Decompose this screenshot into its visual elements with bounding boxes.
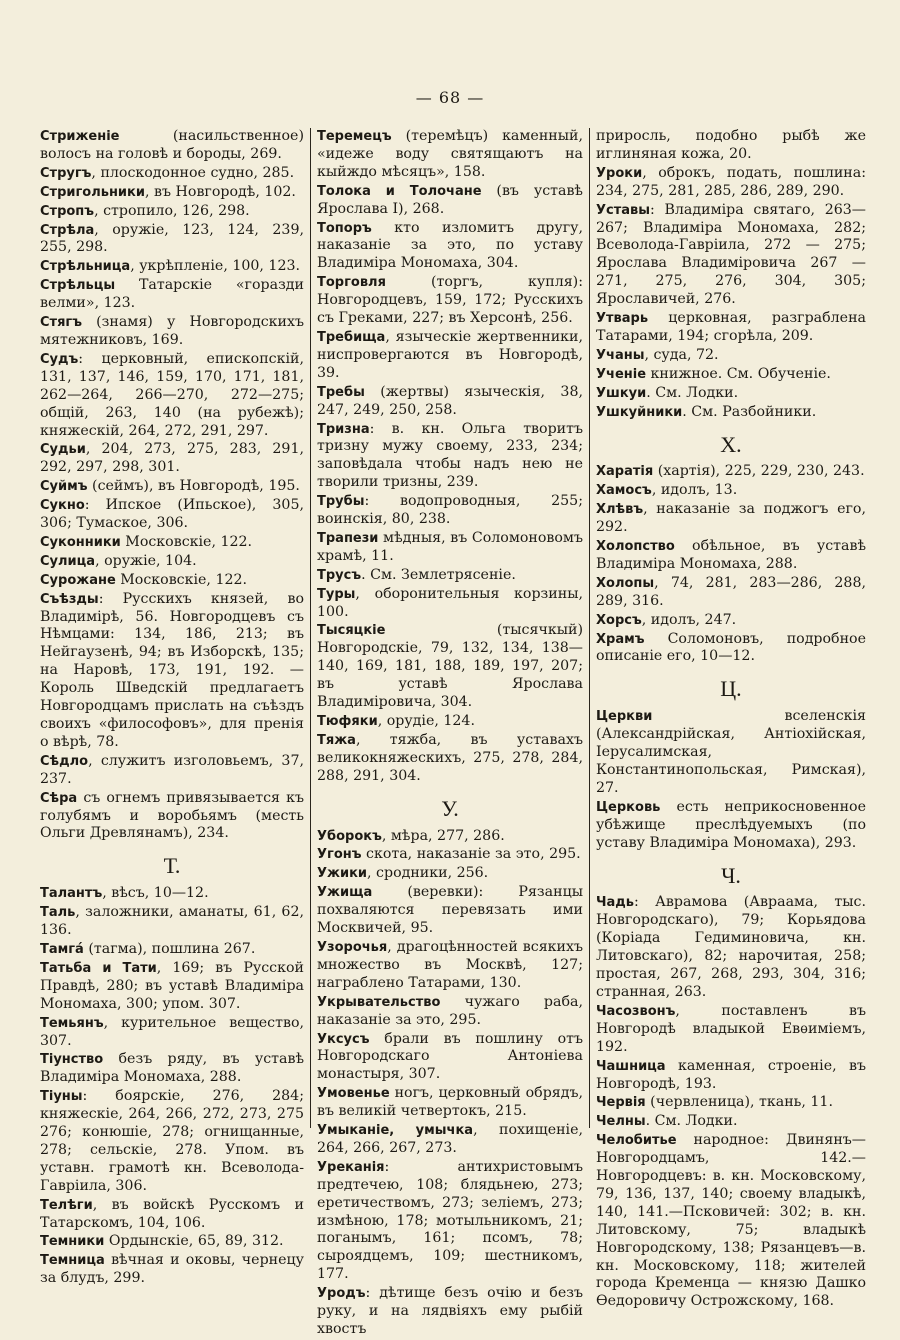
entry-headword: Уставы <box>596 202 651 218</box>
index-entry <box>40 277 304 313</box>
entry-headword: Судъ <box>40 351 79 367</box>
index-entry <box>317 1122 583 1158</box>
entry-text: (теремѣцъ) каменный, «идеже воду святящаютъ на кыйждо мѣсяцъ», 158. <box>317 128 583 180</box>
entry-headword: Трусъ <box>317 567 362 583</box>
index-entry <box>596 165 866 201</box>
entry-text: : в. кн. Ольга творитъ тризну мужу своему, 233, 234; заповѣдала чтобы надъ нею не творили тризны, 239. <box>317 420 583 491</box>
index-entry <box>317 846 583 864</box>
entry-headword: Стрѣльница <box>40 259 131 275</box>
entry-text: , языческіе жертвенники, ниспровергаются въ Новгородѣ, 39. <box>317 328 583 381</box>
column-3 <box>596 128 866 1340</box>
entry-headword: Угонъ <box>317 847 362 863</box>
entry-headword: Уборокъ <box>317 828 382 844</box>
entry-headword: Хлѣвъ <box>596 502 644 518</box>
entry-headword: Темники <box>40 1234 105 1250</box>
entry-headword: Сѣра <box>40 790 78 806</box>
entry-text: приросль, подобно рыбѣ же иглиняная кожа, 20. <box>596 128 866 162</box>
entry-text: народное: Двинянъ—Новгородцамъ, 142.—Новгородцевъ: в. кн. Московскому, 79, 136, 137, 140; своему владыкѣ, 140, 141.—Псковичей: 302; в. кн. Литовскому, 75; владыкѣ Новгородскому, 138; Рязанцевъ—в. кн. Московскому, 118; жителей города Кременца — князю Дашко Ѳедоровичу Острожскому, 168. <box>596 1132 866 1310</box>
entry-headword: Татьба и Тати <box>40 960 157 976</box>
index-entry <box>596 708 866 798</box>
entry-headword: Хамосъ <box>596 483 652 499</box>
entry-headword: Стрѣла <box>40 222 95 238</box>
entry-text: , оружіе, 104. <box>95 552 197 569</box>
entry-text: , вѣсъ, 10—12. <box>102 885 209 902</box>
index-entry <box>317 384 583 420</box>
index-entry <box>596 463 866 481</box>
entry-headword: Умыканіе, умычка <box>317 1123 474 1139</box>
column-2 <box>317 128 583 1340</box>
entry-headword: Темьянъ <box>40 1015 104 1031</box>
entry-headword: Червія <box>596 1095 646 1111</box>
entry-text: Татарскіе «горазди велми», 123. <box>40 277 304 312</box>
entry-headword: Ушкуйники <box>596 404 683 420</box>
column-divider <box>589 128 590 1128</box>
index-entry <box>40 203 304 221</box>
index-entry <box>596 128 866 164</box>
index-entry <box>596 799 866 853</box>
entry-headword: Сурожане <box>40 572 116 588</box>
entry-text: каменная, строеніе, въ Новгородѣ, 193. <box>596 1057 866 1092</box>
section-letter: Т. <box>163 853 181 879</box>
index-entry <box>40 591 304 752</box>
index-entry <box>40 351 304 441</box>
entry-text: книжное. См. Обученіе. <box>646 365 831 382</box>
entry-headword: Харатія <box>596 464 654 480</box>
entry-headword: Церковь <box>596 799 661 815</box>
index-entry <box>40 941 304 959</box>
index-entry <box>40 128 304 164</box>
entry-text: , оборонительныя корзины, 100. <box>317 585 583 620</box>
entry-headword: Сулица <box>40 553 96 569</box>
entry-headword: Теремецъ <box>317 129 392 144</box>
index-entry <box>40 1233 304 1251</box>
entry-headword: Толока и Толочане <box>317 183 482 199</box>
index-entry <box>596 1113 866 1131</box>
index-entry <box>596 1058 866 1094</box>
entry-headword: Туры <box>317 586 356 602</box>
index-entry <box>40 497 304 533</box>
entry-text: Московскіе, 122. <box>115 571 248 588</box>
entry-headword: Судьи <box>40 442 86 458</box>
entry-text: : боярскіе, 276, 284; княжескіе, 264, 266, 272, 273, 275 276; конюшіе, 278; огнищанные, 278; сельскіе, 278. Упом. въ уставн. грамотѣ кн. Всеволода-Гавріила, 306. <box>40 1088 304 1194</box>
section-letter: Ц. <box>720 676 742 702</box>
entry-text: (тысячкый) Новгородскіе, 79, 132, 134, 138—140, 169, 181, 188, 189, 197, 207; въ уставѣ Ярослава Владиміровича, 304. <box>317 622 583 711</box>
index-entry <box>40 904 304 940</box>
entry-headword: Ужища <box>317 885 373 901</box>
entry-headword: Уроки <box>596 165 643 181</box>
index-entry <box>596 202 866 309</box>
entry-headword: Требы <box>317 384 365 400</box>
entry-text: , 169; въ Русской Правдѣ, 280; въ уставѣ Владиміра Мономаха, 300; упом. 307. <box>40 959 304 1012</box>
index-entry <box>40 1015 304 1051</box>
entry-text: , суда, 72. <box>644 346 719 363</box>
entry-headword: Стриженіе <box>40 129 120 144</box>
index-entry <box>317 220 583 274</box>
entry-headword: Тризна <box>317 421 370 437</box>
entry-text: (насильственное) волосъ на головѣ и бороды, 269. <box>40 128 304 162</box>
entry-headword: Тюфяки <box>317 714 378 729</box>
entry-headword: Узорочья <box>317 939 388 955</box>
index-entry <box>40 314 304 350</box>
entry-text: (червленица), ткань, 11. <box>645 1094 833 1111</box>
index-entry <box>40 1051 304 1087</box>
index-entry <box>317 622 583 712</box>
entry-headword: Холопы <box>596 575 655 591</box>
entry-text: , орудіе, 124. <box>377 713 475 729</box>
entry-text: (жертвы) языческія, 38, 247, 249, 250, 258. <box>317 383 583 418</box>
index-entry <box>317 884 583 938</box>
entry-headword: Темница <box>40 1253 105 1269</box>
column-divider <box>310 128 311 1128</box>
index-entry <box>40 258 304 276</box>
entry-headword: Умовенье <box>317 1086 390 1102</box>
entry-text: безъ ряду, въ уставѣ Владиміра Мономаха, 288. <box>40 1051 304 1086</box>
entry-headword: Уксусъ <box>317 1031 370 1047</box>
index-entry <box>596 538 866 574</box>
index-entry <box>317 994 583 1030</box>
entry-text: , оружіе, 123, 124, 239, 255, 298. <box>40 221 304 256</box>
entry-headword: Суконники <box>40 534 121 550</box>
entry-text: Соломоновъ, подробное описаніе его, 10—12. <box>596 630 866 665</box>
entry-text: , стропило, 126, 298. <box>94 202 250 219</box>
index-entry <box>40 165 304 183</box>
entry-headword: Челны <box>596 1114 646 1130</box>
entry-text: , похищеніе, 264, 266, 267, 273. <box>317 1122 583 1156</box>
entry-text: вселенскія (Александрійская, Антіохійская, Іерусалимская, Константинопольская, Римская), 27. <box>596 708 866 796</box>
index-entry <box>317 329 583 383</box>
index-entry <box>40 534 304 552</box>
column-1 <box>40 128 304 1340</box>
index-entry <box>317 1085 583 1121</box>
entry-headword: Требища <box>317 329 386 345</box>
index-entry <box>317 530 583 566</box>
entry-text: , въ Новгородѣ, 102. <box>144 183 296 200</box>
index-entry <box>40 1197 304 1233</box>
entry-text: : Владиміра святаго, 263—267; Владиміра Мономаха, 282; Всеволода-Гавріила, 272 — 275; Ярослава Владиміровича 267 — 271, 275, 276, 304, 305; Ярославичей, 276. <box>596 201 866 308</box>
index-entry <box>596 482 866 500</box>
entry-headword: Стругъ <box>40 165 92 181</box>
entry-headword: Съѣзды <box>40 591 99 607</box>
entry-text: : Русскихъ князей, во Владимірѣ, 56. Новгородцевъ съ Нѣмцами: 134, 186, 213; въ Нейгаузенѣ, 94; въ Изборскѣ, 135; на Наровѣ, 173, 191, 192. — Король Шведскій предлагаетъ Новгородцамъ прислать на съѣздъ своихъ «философовъ», для пренія о вѣрѣ, 78. <box>40 590 304 750</box>
entry-text: . См. Землетрясеніе. <box>361 566 516 583</box>
index-entry <box>596 310 866 346</box>
entry-text: , 204, 273, 275, 283, 291, 292, 297, 298, 301. <box>40 441 304 476</box>
entry-text: чужаго раба, наказаніе за это, 295. <box>317 993 583 1028</box>
section-letter: Х. <box>720 431 742 457</box>
entry-text: (хартія), 225, 229, 230, 243. <box>653 463 865 480</box>
entry-text: , идолъ, 247. <box>641 611 737 628</box>
entry-headword: Талантъ <box>40 886 103 902</box>
entry-headword: Стропъ <box>40 203 95 219</box>
entry-text: кто изломитъ другу, наказаніе за это, по уставу Владиміра Мономаха, 304. <box>317 219 583 272</box>
index-entry <box>40 960 304 1014</box>
entry-headword: Ушкуи <box>596 385 647 401</box>
index-entry <box>317 128 583 182</box>
entry-text: обѣльное, въ уставѣ Владиміра Мономаха, 288. <box>596 538 866 572</box>
entry-headword: Чадь <box>596 895 634 911</box>
entry-text: , идолъ, 13. <box>651 482 738 499</box>
entry-headword: Холопство <box>596 539 675 555</box>
index-entry <box>317 183 583 219</box>
entry-text: брали въ пошлину отъ Новгородскаго Антоніева монастыря, 307. <box>317 1030 583 1083</box>
index-entry <box>40 790 304 844</box>
entry-headword: Церкви <box>596 709 653 725</box>
entry-text: . См. Разбойники. <box>682 403 817 420</box>
entry-headword: Часозвонъ <box>596 1003 676 1019</box>
index-entry <box>317 713 583 731</box>
index-entry <box>40 1252 304 1288</box>
index-entry <box>317 1031 583 1085</box>
entry-headword: Тіунство <box>40 1052 104 1068</box>
entry-text: , поставленъ въ Новгородѣ владыкой Евѳиміемъ, 192. <box>596 1002 866 1055</box>
index-entry <box>317 1159 583 1284</box>
entry-headword: Ученіе <box>596 366 647 382</box>
entry-headword: Челобитье <box>596 1133 677 1149</box>
entry-text: , въ войскѣ Русскомъ и Татарскомъ, 104, 106. <box>40 1196 304 1231</box>
entry-text: Московскіе, 122. <box>120 533 253 550</box>
index-entry <box>596 612 866 630</box>
index-entry <box>317 567 583 585</box>
index-entry <box>596 501 866 537</box>
index-entry <box>596 1003 866 1057</box>
entry-headword: Сѣдло <box>40 753 89 769</box>
entry-headword: Тіуны <box>40 1089 83 1105</box>
entry-text: (торгъ, купля): Новгородцевъ, 159, 172; Русскихъ съ Греками, 227; въ Херсонѣ, 256. <box>317 274 583 327</box>
index-entry <box>317 939 583 993</box>
entry-text: . См. Лодки. <box>646 384 739 401</box>
entry-headword: Суймъ <box>40 479 88 495</box>
index-entry <box>596 1094 866 1112</box>
entry-text: : Ипское (Ипьское), 305, 306; Тумаское, 306. <box>40 497 304 532</box>
entry-text: , 74, 281, 283—286, 288, 289, 316. <box>596 574 866 609</box>
index-entry <box>596 575 866 611</box>
entry-text: (сеймъ), въ Новгородѣ, 195. <box>87 478 300 495</box>
index-entry <box>317 828 583 846</box>
index-entry <box>40 572 304 590</box>
entry-text: мѣдныя, въ Соломоновомъ храмѣ, 11. <box>317 529 583 564</box>
index-entry <box>317 865 583 883</box>
entry-headword: Стрѣльцы <box>40 278 116 294</box>
index-entry <box>317 1285 583 1339</box>
entry-text: , наказаніе за поджогъ его, 292. <box>596 501 866 536</box>
entry-headword: Таль <box>40 905 76 921</box>
entry-text: , сродники, 256. <box>367 865 489 882</box>
entry-headword: Уродъ <box>317 1286 366 1302</box>
entry-headword: Учаны <box>596 347 645 363</box>
entry-text: скота, наказаніе за это, 295. <box>361 846 581 863</box>
entry-text: , заложники, аманаты, 61, 62, 136. <box>40 904 304 939</box>
entry-headword: Утварь <box>596 311 649 327</box>
entry-text: церковная, разграблена Татарами, 194; сгорѣла, 209. <box>596 310 866 344</box>
section-letter: Ч. <box>721 862 741 888</box>
entry-text: (знамя) у Новгородскихъ мятежниковъ, 169. <box>40 314 304 348</box>
entry-text: , оброкъ, подать, пошлина: 234, 275, 281, 285, 286, 289, 290. <box>596 164 866 199</box>
index-entry <box>317 732 583 786</box>
index-entry <box>596 631 866 667</box>
entry-text: вѣчная и оковы, чернецу за блудъ, 299. <box>40 1252 304 1287</box>
entry-text: : антихристовымъ предтечею, 108; блядьнею, 273; еретичествомъ, 273; зеліемъ, 273; измѣною, 178; мотыльникомъ, 21; поганымъ, 161; псомъ, 78; сыроядцемъ, 109; шестникомъ, 177. <box>317 1158 583 1283</box>
index-entry <box>40 553 304 571</box>
entry-headword: Стригольники <box>40 184 145 200</box>
entry-text: съ огнемъ привязывается къ голубямъ и воробьямъ (месть Ольги Древлянамъ), 234. <box>40 789 304 842</box>
entry-text: , курительное вещество, 307. <box>40 1014 304 1049</box>
index-entry <box>317 493 583 529</box>
entry-headword: Храмъ <box>596 631 645 647</box>
entry-text: , укрѣпленіе, 100, 123. <box>130 258 301 275</box>
entry-text: ногъ, церковный обрядъ, въ великій четвертокъ, 215. <box>317 1085 583 1120</box>
entry-headword: Стягъ <box>40 315 82 331</box>
index-entry <box>596 404 866 422</box>
entry-headword: Сукно <box>40 498 85 514</box>
entry-headword: Тысяцкіе <box>317 623 386 639</box>
entry-headword: Уреканія <box>317 1159 385 1175</box>
entry-text: (веревки): Рязанцы похваляются перевязать ими Москвичей, 95. <box>317 884 583 937</box>
index-entry <box>317 421 583 493</box>
entry-text: . См. Лодки. <box>645 1113 738 1130</box>
entry-headword: Укрывательство <box>317 994 441 1010</box>
entry-headword: Ужики <box>317 866 368 882</box>
index-entry <box>317 586 583 622</box>
entry-headword: Тяжа <box>317 732 356 748</box>
entry-text: (въ уставѣ Ярослава I), 268. <box>317 182 583 217</box>
entry-text: , плоскодонное судно, 285. <box>91 164 295 181</box>
entry-text: : церковный, епископскій, 131, 137, 146, 159, 170, 171, 181, 262—264, 266—270, 272—275; общій, 263, 140 (на рубежѣ); княжескій, 264, 272, 291, 297. <box>40 350 304 439</box>
index-entry <box>596 385 866 403</box>
index-entry <box>596 894 866 1001</box>
section-letter: У. <box>441 795 459 821</box>
index-entry <box>596 1132 866 1311</box>
entry-headword: Чашница <box>596 1058 666 1074</box>
entry-text: есть неприкосновенное убѣжище преслѣдуемыхъ (по уставу Владиміра Мономаха), 293. <box>596 798 866 851</box>
index-columns <box>40 128 870 1340</box>
entry-headword: Телѣги <box>40 1197 93 1213</box>
entry-headword: Хорсъ <box>596 612 642 628</box>
entry-text: , тяжба, въ уставахъ великокняжескихъ, 275, 278, 284, 288, 291, 304. <box>317 731 583 784</box>
index-entry <box>596 347 866 365</box>
index-entry <box>40 753 304 789</box>
entry-headword: Тамга́ <box>40 941 84 957</box>
index-entry <box>40 441 304 477</box>
entry-headword: Трапези <box>317 530 379 546</box>
entry-headword: Топоръ <box>317 220 372 236</box>
index-entry <box>317 274 583 328</box>
page-number: — 68 — <box>415 88 485 107</box>
entry-text: : Аврамова (Авраама, тыс. Новгородскаго), 79; Корьядова (Коріада Гедиминовича, кн. Литовскаго), 82; нарочитая, 258; простая, 267, 268, 293, 304, 316; странная, 263. <box>596 894 866 1000</box>
index-entry <box>40 1088 304 1195</box>
entry-text: , драгоцѣнностей всякихъ множество въ Москвѣ, 127; награблено Татарами, 130. <box>317 938 583 991</box>
index-entry <box>40 478 304 496</box>
entry-text: : дѣтище безъ очію и безъ руку, и на лядвіяхъ ему рыбій хвостъ <box>317 1285 583 1337</box>
entry-text: (тагма), пошлина 267. <box>83 940 256 957</box>
index-entry <box>40 885 304 903</box>
index-entry <box>40 222 304 258</box>
index-entry <box>40 184 304 202</box>
entry-headword: Торговля <box>317 275 386 291</box>
entry-text: : водопроводныя, 255; воинскія, 80, 238. <box>317 493 583 528</box>
entry-text: Ордынскіе, 65, 89, 312. <box>104 1233 284 1250</box>
entry-text: , служитъ изголовьемъ, 37, 237. <box>40 752 304 787</box>
entry-text: , мѣра, 277, 286. <box>381 827 505 844</box>
entry-headword: Трубы <box>317 494 365 510</box>
index-entry <box>596 366 866 384</box>
